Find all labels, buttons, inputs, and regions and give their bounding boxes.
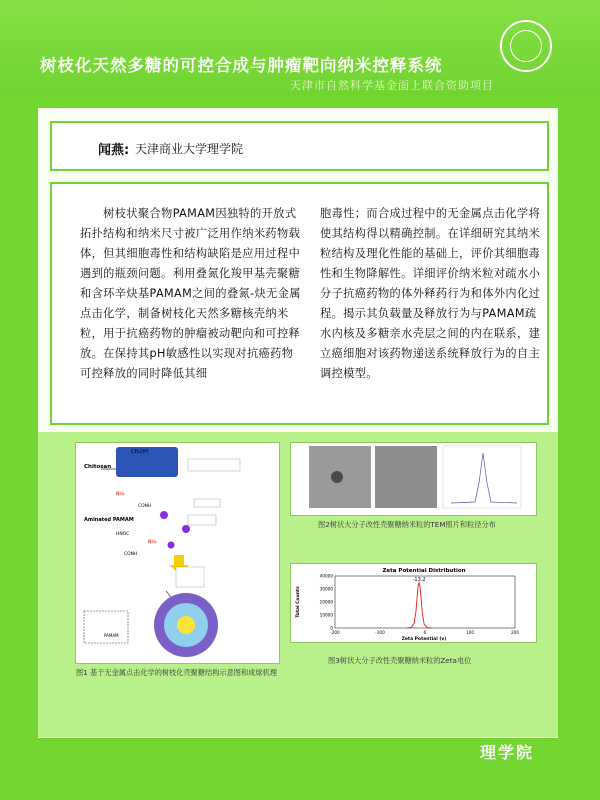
author-affiliation: 天津商业大学理学院	[135, 142, 244, 156]
drug-molecule-1	[160, 511, 168, 519]
figure-1-panel	[75, 442, 280, 664]
x-axis-label: Zeta Potential (v)	[401, 637, 447, 642]
x-tick-label: 200	[511, 630, 519, 635]
conh-label-1: CONH	[138, 504, 152, 509]
figure-2-caption: 图2树状大分子改性壳聚糖纳米粒的TEM照片和粒径分布	[318, 520, 496, 529]
university-seal-icon	[500, 20, 552, 72]
x-tick-label: -200	[330, 630, 340, 635]
inset-pamam-label: PAMAM	[104, 633, 119, 638]
zeta-distribution-curve	[407, 583, 432, 629]
peak-label: -13.2	[412, 577, 426, 583]
x-tick-label: 100	[466, 630, 474, 635]
author-name: 闻燕:	[98, 143, 130, 158]
tem-particle	[331, 471, 343, 483]
plot-frame	[335, 576, 515, 628]
y-tick-label: 40000	[319, 573, 333, 579]
aminated-pamam-label: Aminated PAMAM	[84, 517, 134, 523]
y-tick-label: 10000	[319, 612, 333, 618]
figure-2-images	[291, 443, 536, 515]
y-tick-label: 20000	[319, 599, 333, 605]
legend-box-1	[188, 459, 240, 471]
nh2-label-2: NH₂	[148, 540, 157, 545]
chart-title: Zeta Potential Distribution	[382, 568, 466, 574]
tem-image-2	[375, 446, 437, 508]
abstract-column-right: 胞毒性；而合成过程中的无金属点击化学将使其结构得以精确控制。在详细研究其纳米粒结构及理化性能的基础上，评价其细胞毒性和生物降解性。详细评价纳米粒对疏水小分子抗癌药物的体外释药行为和体外内化过程。揭示其负载量及释放行为与PAMAM疏水内核及多糖亲水壳层之间的内在联系，建立癌细胞对该药物递送系统释放行为的自主调控模型。	[320, 207, 541, 380]
author-panel	[50, 121, 549, 171]
figure-2-panel	[290, 442, 537, 516]
poster-title: 树枝化天然多糖的可控合成与肿瘤靶向纳米控释系统	[40, 56, 443, 75]
header-banner	[0, 0, 600, 95]
footer-logo-text: 理学院	[480, 743, 535, 762]
figure-1-caption: 图1 基于无金属点击化学的树枝化壳聚糖结构示意图和成球机理	[76, 668, 277, 677]
abstract-column-left: 树枝状聚合物PAMAM因独特的开放式拓扑结构和纳米尺寸被广泛用作纳米药物载体，但其细胞毒性和结构缺陷是应用过程中遇到的瓶颈问题。利用叠氮化羧甲基壳聚糖和含环辛炔基PAMAM之间的叠氮-炔无金属点击化学，制备树枝化天然多糖核壳纳米粒，用于抗癌药物的肿瘤被动靶向和可控释放。在保持其pH敏感性以实现对抗癌药物可控释放的同时降低其细	[80, 207, 301, 380]
figure-3-panel	[290, 563, 537, 643]
zeta-chart	[291, 564, 536, 642]
y-axis-label: Total Counts	[296, 586, 301, 618]
nanoparticle-center	[177, 616, 195, 634]
nh2-label-1: NH₂	[116, 492, 125, 497]
figure-3-caption: 图3树状大分子改性壳聚糖纳米粒的Zeta电位	[328, 656, 472, 665]
poster-subtitle: 天津市自然科学基金面上联合资助项目	[290, 79, 494, 92]
conh-label-2: CONH	[124, 552, 138, 557]
drug-molecule-3	[168, 542, 175, 549]
size-distribution-plot	[443, 446, 521, 508]
x-tick-label: 0	[423, 630, 427, 635]
legend-box-2	[194, 499, 220, 507]
university-seal-inner-icon	[510, 30, 542, 62]
y-tick-label: 0	[330, 625, 333, 631]
drug-molecule-2	[182, 525, 190, 533]
abstract-panel	[50, 182, 549, 425]
ch2oh-label: CH₂OH	[131, 449, 148, 455]
y-tick-label: 30000	[319, 586, 333, 592]
x-tick-label: -100	[375, 630, 385, 635]
figure-1-schematic	[76, 443, 279, 663]
legend-box-4	[176, 567, 204, 587]
hnoc-label-1: HNOC	[116, 532, 130, 537]
inset-legend-box	[84, 611, 128, 643]
legend-box-3	[188, 515, 216, 525]
chitosan-label: Chitosan	[84, 464, 112, 470]
